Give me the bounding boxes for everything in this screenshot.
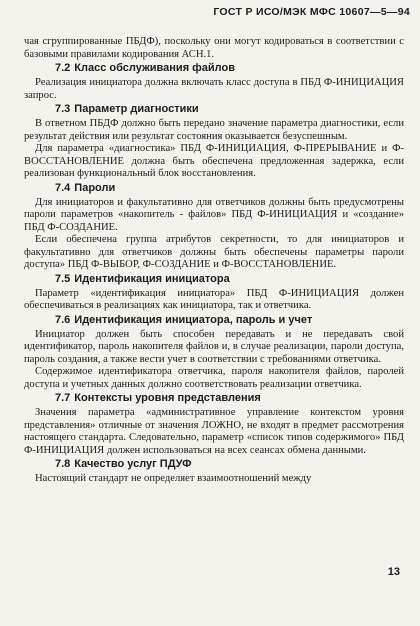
section-heading: 7.8 Качество услуг ПДУФ [55, 458, 192, 470]
paragraph: Инициатор должен быть способен передавать и не передавать свой идентификатор, пароль накопителя файлов и, в случае реализации, пароли доступа, пароль создания, а также вести учет в соответствии с требованиями ответчика. [24, 328, 404, 365]
paragraph: Содержимое идентификатора ответчика, пароля накопителя файлов, паролей доступа и учетных данных должно соответствовать реализации ответчика. [24, 366, 404, 390]
page-header: ГОСТ Р ИСО/МЭК МФС 10607—5—94 [213, 6, 410, 18]
section-heading: 7.4 Пароли [55, 181, 116, 194]
paragraph: Настоящий стандарт не определяет взаимоотношений между [35, 473, 312, 484]
paragraph: Если обеспечена группа атрибутов секретности, то для инициаторов и факультативно для ответчиков должны быть обеспечены параметры пароли доступа» ПБД Ф-ВЫБОР, Ф-СОЗДАНИЕ и Ф-ВОССТАНОВЛЕНИЕ. [24, 234, 404, 270]
opening-paragraph: чая сгруппированные ПБДФ), поскольку они могут кодироваться в соответствии с базовыми правилами кодирования АСН.1. [24, 36, 404, 60]
section-heading: 7.2 Класс обслуживания файлов [55, 62, 235, 74]
section-heading: 7.3 Параметр диагностики [55, 103, 199, 115]
section-heading: 7.6 Идентификация инициатора, пароль и учет [55, 313, 313, 326]
paragraph: Для инициаторов и факультативно для ответчиков должны быть предусмотрены пароли параметров «накопитель - файлов» ПБД Ф-ИНИЦИАЦИЯ и «создание» ПБД Ф-СОЗДАНИЕ. [24, 196, 404, 233]
section-heading: 7.7 Контексты уровня представления [55, 392, 261, 404]
paragraph: В ответном ПБДФ должно быть передано значение параметра диагностики, если результат действия или результат состояния оказывается безуспешным. [24, 118, 404, 142]
page-number: 13 [387, 566, 400, 578]
paragraph: Реализация инициатора должна включать класс доступа в ПБД Ф-ИНИЦИАЦИЯ запрос. [24, 77, 404, 101]
paragraph: Для параметра «диагностика» ПБД Ф-ИНИЦИАЦИЯ, Ф-ПРЕРЫВАНИЕ и Ф-ВОССТАНОВЛЕНИЕ должна быть обеспечена предложенная задержка, если реализован функциональный блок восстановления. [24, 143, 404, 179]
section-heading: 7.5 Идентификация инициатора [55, 272, 230, 285]
page-content [24, 36, 404, 486]
paragraph: Значения параметра «административное управление контекстом уровня представления» отличные от значения ЛОЖНО, не входят в предмет рассмотрения настоящего стандарта. Следовательно, параметр «список типов содержимого» ПБД Ф-ИНИЦИАЦИЯ должен использоваться на всех сеансах обмена данными. [24, 407, 404, 456]
paragraph: Параметр «идентификация инициатора» ПБД Ф-ИНИЦИАЦИЯ должен обеспечиваться в реализациях как инициатора, так и ответчика. [24, 287, 404, 311]
